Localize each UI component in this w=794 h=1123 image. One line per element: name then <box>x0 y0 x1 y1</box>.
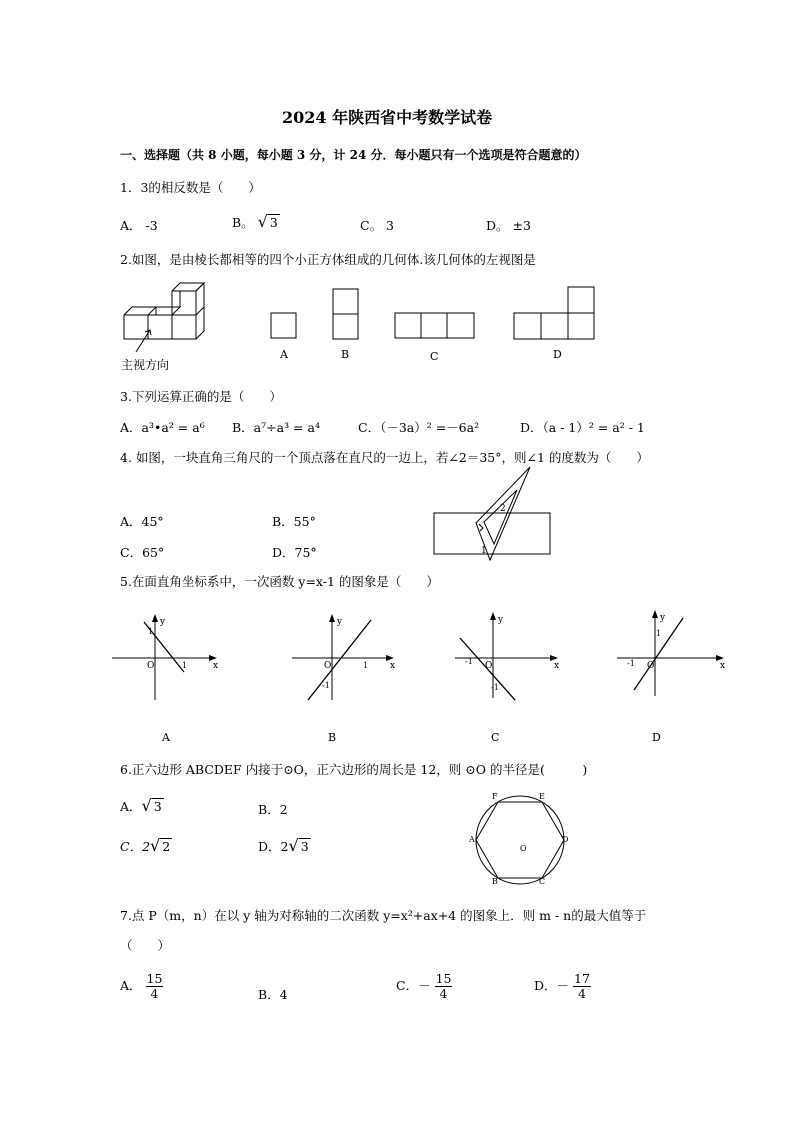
q2-stem: 2.如图，是由棱长都相等的四个小正方体组成的几何体.该几何体的左视图是 <box>120 252 536 267</box>
q5-b-x-label: x <box>390 661 396 671</box>
sqrt-symbol: √ <box>288 836 299 855</box>
denominator: 4 <box>439 985 448 1001</box>
q5-label-a: A <box>162 731 170 744</box>
q5-b-tick-label: -1 <box>322 681 330 690</box>
q5-d-tick-label: -1 <box>627 659 635 668</box>
q4-option-b: B．55° <box>272 514 316 529</box>
q6-option-a-prefix: A． <box>120 799 142 814</box>
q3-stem: 3.下列运算正确的是（ ） <box>120 389 282 404</box>
q2-label-d: D <box>553 348 562 361</box>
q1-stem: 1．3的相反数是（ ） <box>120 180 261 195</box>
q7-option-d <box>534 972 591 1001</box>
q7-option-d-fraction <box>573 972 591 1001</box>
vertex-b-label: B <box>492 877 498 886</box>
q5-c-origin-label: O <box>485 661 493 671</box>
q7-option-c <box>396 972 452 1001</box>
q5-label-c: C <box>491 731 500 744</box>
denominator: 4 <box>577 985 586 1001</box>
angle-2-label: 2 <box>500 504 506 514</box>
sqrt-symbol: √ <box>141 796 152 815</box>
vertex-f-label: F <box>492 792 498 801</box>
circle-o <box>476 796 564 884</box>
numerator: 15 <box>435 971 452 986</box>
numerator: 17 <box>574 971 590 986</box>
q5-a-y-label: y <box>160 617 166 627</box>
q5-c-tick-label: -1 <box>465 657 473 666</box>
q6-option-c-prefix: C．2 <box>120 839 151 854</box>
q6-option-b: B．2 <box>258 802 288 817</box>
q4-stem: 4. 如图，一块直角三角尺的一个顶点落在直尺的一边上，若∠2＝35°，则∠1 的度数为（ ） <box>120 450 649 465</box>
q2-label-a: A <box>280 348 288 361</box>
q5-stem: 5.在面直角坐标系中，一次函数 y=x-1 的图象是（ ） <box>120 574 439 589</box>
q4-option-c: C．65° <box>120 545 165 560</box>
q7-stem: 7.点 P（m，n）在以 y 轴为对称轴的二次函数 y=x²+ax+4 的图象上．则 m - n的最大值等于 <box>120 908 647 923</box>
q5-d-x-label: x <box>720 661 726 671</box>
q5-a-tick-label: 1 <box>182 661 188 670</box>
q6-option-a-radicand: 3 <box>153 799 162 814</box>
q7-option-a-fraction <box>146 972 164 1001</box>
q1-option-b-prefix: B。 <box>232 215 254 230</box>
q5-c-y-label: y <box>498 615 504 625</box>
q7-option-b: B．4 <box>258 987 288 1002</box>
q5-b-tick-label: 1 <box>363 661 369 670</box>
q1-option-d: D。 ±3 <box>486 218 531 233</box>
page-title: 2024 年陕西省中考数学试卷 <box>282 108 493 127</box>
q5-a-x-label: x <box>213 661 219 671</box>
q1-option-b-radicand: 3 <box>269 215 278 230</box>
q6-stem: 6.正六边形 ABCDEF 内接于⊙O，正六边形的周长是 12，则 ⊙O 的半径是( ) <box>120 762 588 777</box>
q3-option-c: C．（－3a）² =－6a² <box>358 420 480 435</box>
q1-option-a: A． -3 <box>120 218 158 233</box>
q3-option-b: B．a⁷÷a³ = a⁴ <box>232 420 320 435</box>
q5-label-d: D <box>652 731 661 744</box>
q5-label-b: B <box>328 731 337 744</box>
q6-option-d-prefix: D．2 <box>258 839 289 854</box>
q5-d-origin-label: O <box>647 661 655 671</box>
vertex-e-label: E <box>539 792 545 801</box>
numerator: 15 <box>146 971 163 986</box>
q2-fig-caption: 主视方向 <box>121 358 170 372</box>
q5-c-x-label: x <box>554 661 560 671</box>
section-heading: 一、选择题（共 8 小题，每小题 3 分，计 24 分．每小题只有一个选项是符合题意的） <box>120 148 587 162</box>
sqrt-symbol: √ <box>257 212 268 231</box>
q7-option-a <box>120 972 163 1001</box>
q5-b-origin-label: O <box>324 661 332 671</box>
q6-option-d-radicand: 3 <box>300 839 309 854</box>
q7-option-d-prefix: D．－ <box>534 977 570 993</box>
q2-label-c: C <box>430 350 439 363</box>
hexagon-abcdef <box>476 802 564 878</box>
q7-paren: （ ） <box>120 938 171 953</box>
vertex-d-label: D <box>562 835 569 844</box>
q4-option-d: D．75° <box>272 545 317 560</box>
q1-option-c: C。 3 <box>360 218 394 233</box>
q3-option-d: D．（a - 1）² = a² - 1 <box>520 420 645 435</box>
q5-c-tick-label: -1 <box>491 683 499 692</box>
q7-option-c-prefix: C．－ <box>396 977 431 993</box>
q4-option-a: A．45° <box>120 514 164 529</box>
q5-a-origin-label: O <box>147 661 155 671</box>
q5-d-tick-label: 1 <box>656 629 662 638</box>
q5-b-y-label: y <box>337 617 343 627</box>
angle-1-label: 1 <box>481 546 487 556</box>
sqrt-symbol: √ <box>150 836 161 855</box>
denominator: 4 <box>150 985 159 1001</box>
vertex-c-label: C <box>539 877 546 886</box>
vertex-a-label: A <box>469 835 475 844</box>
q7-option-a-prefix: A． <box>120 977 142 993</box>
q5-d-y-label: y <box>660 613 666 623</box>
q7-option-c-fraction <box>435 972 453 1001</box>
q5-a-tick-label: 1 <box>148 627 154 636</box>
center-o-label: O <box>520 844 527 853</box>
q2-label-b: B <box>341 348 350 361</box>
q3-option-a: A．a³•a² = a⁶ <box>120 420 205 435</box>
q6-option-c-radicand: 2 <box>162 839 171 854</box>
